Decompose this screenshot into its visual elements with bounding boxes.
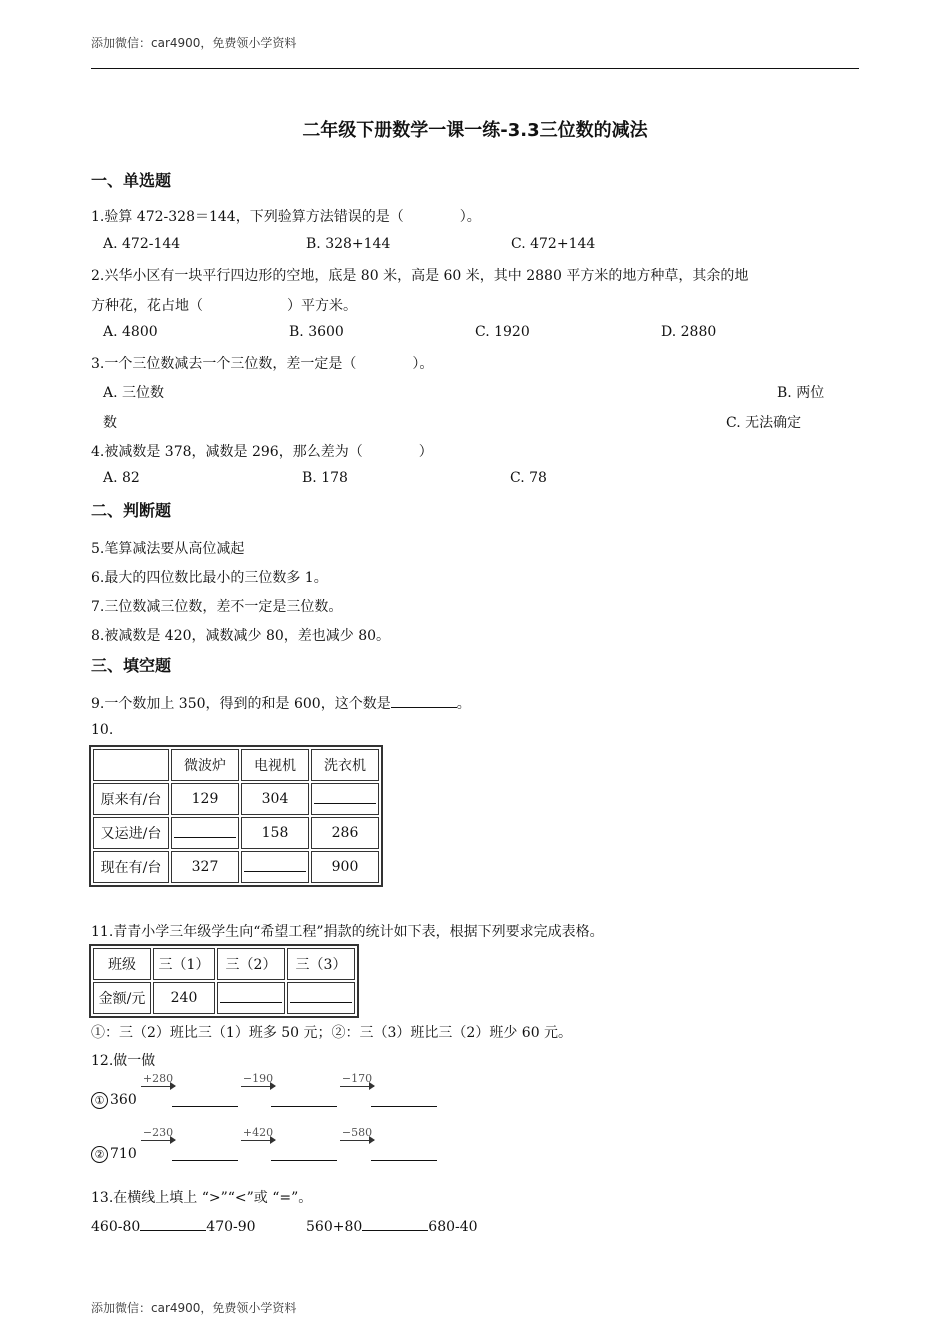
q10-table (89, 745, 383, 887)
q13-item-2-blank[interactable] (362, 1216, 428, 1231)
q11-note: ①：三（2）班比三（1）班多 50 元；②：三（3）班比三（2）班少 60 元。 (91, 1025, 573, 1041)
q10-row-label: 又运进/台 (93, 817, 169, 849)
q11-answer-blank[interactable] (290, 990, 352, 1003)
q11-cell-blank[interactable] (217, 982, 285, 1014)
q4-option-a[interactable]: A. 82 (103, 470, 140, 486)
q10-cell-blank[interactable] (241, 851, 309, 883)
question-8: 8.被减数是 420，减数减少 80，差也减少 80。 (91, 628, 391, 644)
header-note: 添加微信：car4900，免费领小学资料 (91, 36, 297, 50)
q13-item-1-right: 470-90 (206, 1219, 256, 1235)
question-11: 11.青青小学三年级学生向“希望工程”捐款的统计如下表，根据下列要求完成表格。 (91, 924, 604, 940)
arrow-right-icon (141, 1086, 175, 1087)
q12-row1-blank-3[interactable] (371, 1094, 437, 1107)
q1-option-a[interactable]: A. 472-144 (103, 236, 181, 252)
q10-header-tv: 电视机 (241, 749, 309, 781)
q2-option-a[interactable]: A. 4800 (103, 324, 158, 340)
page-title: 二年级下册数学一课一练-3.3三位数的减法 (302, 120, 648, 141)
q12-row2-arrow-3 (340, 1126, 374, 1141)
header-rule (91, 68, 859, 69)
q3-option-b[interactable]: B. 两位 (777, 385, 825, 401)
q13-item-2-right: 680-40 (428, 1219, 478, 1235)
section-heading-fill-blank: 三、填空题 (91, 656, 172, 675)
question-4: 4.被减数是 378，减数是 296，那么差为（ ） (91, 444, 433, 460)
q2-option-c[interactable]: C. 1920 (475, 324, 530, 340)
question-12-label: 12.做一做 (91, 1053, 156, 1069)
q11-header: 三（3） (287, 948, 355, 980)
q10-answer-blank[interactable] (244, 859, 306, 872)
q3-option-c[interactable]: C. 无法确定 (726, 415, 802, 431)
arrow-op-label: −580 (341, 1126, 373, 1139)
q13-item-2-left: 560+80 (306, 1219, 363, 1235)
arrow-right-icon (241, 1086, 275, 1087)
arrow-op-label: −170 (341, 1072, 373, 1085)
q11-answer-blank[interactable] (220, 990, 282, 1003)
q12-row2-arrow-2 (241, 1126, 275, 1141)
q10-answer-blank[interactable] (174, 825, 236, 838)
q13-item-1-left: 460-80 (91, 1219, 141, 1235)
question-2-line2: 方种花，花占地（ ）平方米。 (91, 298, 357, 314)
q11-cell-blank[interactable] (287, 982, 355, 1014)
q12-row1-arrow-3 (340, 1072, 374, 1087)
q10-cell-blank[interactable] (171, 817, 239, 849)
question-1: 1.验算 472-328＝144，下列验算方法错误的是（ ）。 (91, 209, 481, 225)
question-13: 13.在横线上填上 “>”“<”或 “=”。 (91, 1190, 313, 1206)
q12-row1-arrow-1 (141, 1072, 175, 1087)
q12-row1-arrow-2 (241, 1072, 275, 1087)
q10-header-washer: 洗衣机 (311, 749, 379, 781)
q10-row-label: 原来有/台 (93, 783, 169, 815)
q4-option-c[interactable]: C. 78 (510, 470, 547, 486)
q13-item-1 (91, 1216, 256, 1235)
q9-text: 9.一个数加上 350，得到的和是 600，这个数是 (91, 696, 391, 712)
footer-note: 添加微信：car4900，免费领小学资料 (91, 1301, 297, 1315)
q10-header-microwave: 微波炉 (171, 749, 239, 781)
question-5: 5.笔算减法要从高位减起 (91, 541, 245, 557)
arrow-right-icon (340, 1140, 374, 1141)
q12-row2-blank-2[interactable] (271, 1148, 337, 1161)
q12-row2-blank-3[interactable] (371, 1148, 437, 1161)
q12-row2-blank-1[interactable] (172, 1148, 238, 1161)
q10-cell: 158 (241, 817, 309, 849)
q10-cell: 129 (171, 783, 239, 815)
q10-cell: 900 (311, 851, 379, 883)
question-2-line1: 2.兴华小区有一块平行四边形的空地，底是 80 米，高是 60 米，其中 2880 平方米的地方种草，其余的地 (91, 268, 749, 284)
q11-table (89, 944, 359, 1018)
q9-answer-blank[interactable] (391, 693, 457, 708)
arrow-op-label: −230 (142, 1126, 174, 1139)
q2-option-d[interactable]: D. 2880 (661, 324, 717, 340)
q12-row2-arrow-1 (141, 1126, 175, 1141)
q1-option-b[interactable]: B. 328+144 (306, 236, 391, 252)
q2-option-b[interactable]: B. 3600 (289, 324, 344, 340)
q13-item-2 (306, 1216, 478, 1235)
arrow-right-icon (141, 1140, 175, 1141)
section-heading-single-choice: 一、单选题 (91, 171, 172, 190)
q11-row-label: 金额/元 (93, 982, 151, 1014)
arrow-right-icon (340, 1086, 374, 1087)
q3-option-a[interactable]: A. 三位数 (103, 385, 165, 401)
q12-row1-blank-1[interactable] (172, 1094, 238, 1107)
question-6: 6.最大的四位数比最小的三位数多 1。 (91, 570, 328, 586)
q10-answer-blank[interactable] (314, 791, 376, 804)
q12-row1-start-value: 360 (110, 1092, 137, 1108)
circled-number: ② (91, 1146, 108, 1163)
q11-cell: 240 (153, 982, 215, 1014)
q12-row2-start-value: 710 (110, 1146, 137, 1162)
q9-end: 。 (456, 696, 471, 712)
section-heading-judgement: 二、判断题 (91, 501, 172, 520)
q10-cell: 304 (241, 783, 309, 815)
q10-cell-blank[interactable] (311, 783, 379, 815)
q12-row1-start (91, 1092, 137, 1109)
q12-row1-blank-2[interactable] (271, 1094, 337, 1107)
question-10-label: 10. (91, 722, 114, 738)
q4-option-b[interactable]: B. 178 (302, 470, 348, 486)
q13-item-1-blank[interactable] (140, 1216, 206, 1231)
q10-cell: 327 (171, 851, 239, 883)
q3-option-b-wrap: 数 (103, 415, 117, 431)
question-9 (91, 693, 471, 713)
q12-row2-start (91, 1146, 137, 1163)
q10-cell: 286 (311, 817, 379, 849)
q10-row-label: 现在有/台 (93, 851, 169, 883)
arrow-op-label: −190 (242, 1072, 274, 1085)
q11-header-class: 班级 (93, 948, 151, 980)
arrow-right-icon (241, 1140, 275, 1141)
q10-header-blank (93, 749, 169, 781)
circled-number: ① (91, 1092, 108, 1109)
arrow-op-label: +280 (142, 1072, 174, 1085)
q11-header: 三（1） (153, 948, 215, 980)
q11-header: 三（2） (217, 948, 285, 980)
arrow-op-label: +420 (242, 1126, 274, 1139)
question-3: 3.一个三位数减去一个三位数，差一定是（ ）。 (91, 356, 434, 372)
question-7: 7.三位数减三位数，差不一定是三位数。 (91, 599, 343, 615)
q1-option-c[interactable]: C. 472+144 (511, 236, 596, 252)
